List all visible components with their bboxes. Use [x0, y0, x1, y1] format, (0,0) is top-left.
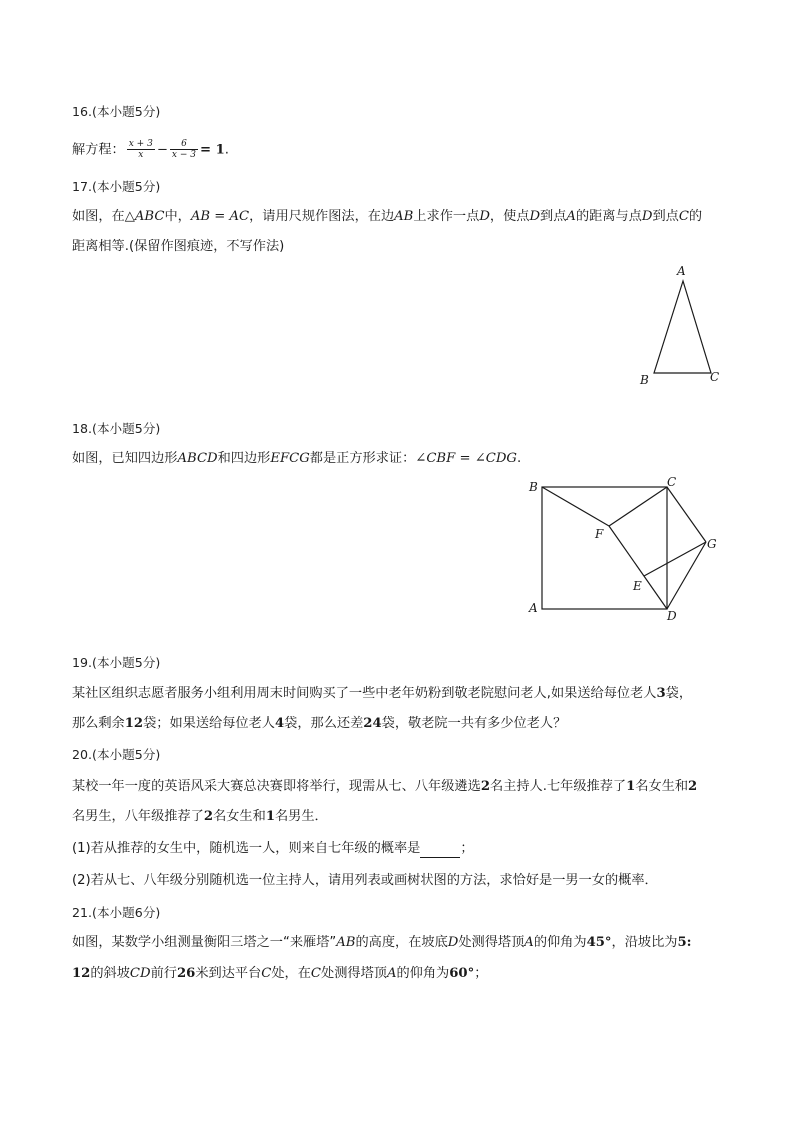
- text-run: 的距离与点: [575, 209, 642, 224]
- q18-header: 18.(本小题5分): [72, 421, 161, 436]
- segment-cg: [667, 487, 706, 542]
- q19-line-1: [72, 685, 692, 703]
- q18-line-1: [72, 450, 521, 468]
- q19-header: 19.(本小题5分): [72, 655, 161, 670]
- q20-line-1: [72, 778, 697, 796]
- label-e: E: [633, 579, 642, 593]
- math-run: 1: [265, 809, 275, 824]
- text-run: 名男生．: [275, 809, 328, 824]
- label-g: G: [707, 537, 717, 551]
- math-run: ∠CBF = ∠CDG: [415, 451, 517, 466]
- text-run: 袋，: [665, 686, 693, 701]
- text-run: 某校一年一度的英语风采大赛总决赛即将举行，现需从七、八年级遴选: [72, 779, 481, 794]
- math-run: C: [678, 209, 689, 224]
- q16-end: .: [224, 142, 229, 158]
- label-b: B: [640, 373, 649, 387]
- q21-line-1: [72, 934, 692, 952]
- text-run: 处，在: [271, 966, 311, 981]
- math-run: D: [529, 209, 541, 224]
- math-run: A: [566, 209, 576, 224]
- text-run: 的: [688, 209, 703, 224]
- text-run: 如图，在: [72, 209, 125, 224]
- q21-line-2: [72, 965, 487, 983]
- text-run: ，沿坡比为: [611, 935, 678, 950]
- text-run: .: [516, 451, 522, 466]
- math-run: 4: [274, 716, 285, 731]
- text-run: ，请用尺规作图法，在边: [249, 209, 395, 224]
- q21-header: 21.(本小题6分): [72, 905, 161, 920]
- q20-part-1-end: ；: [460, 841, 474, 856]
- text-run: 前行: [150, 966, 177, 981]
- text-run: 名女生和: [635, 779, 689, 794]
- label-f: F: [595, 527, 604, 541]
- square-abcd: [542, 487, 667, 609]
- math-run: ABCD: [177, 451, 218, 466]
- math-run: A: [386, 966, 397, 981]
- q20-part-1-text: (1)若从推荐的女生中，随机选一人，则来自七年级的概率是: [72, 841, 421, 856]
- text-run: 名主持人.七年级推荐了: [490, 779, 627, 794]
- q17-header: 17.(本小题5分): [72, 179, 161, 194]
- segment-fc: [609, 487, 667, 526]
- math-run: 2: [203, 809, 214, 824]
- triangle-abc: [654, 281, 711, 373]
- math-run: 45°: [586, 935, 612, 950]
- text-run: 到点: [652, 209, 679, 224]
- text-run: 的高度，在坡底: [355, 935, 448, 950]
- q16-prefix: 解方程：: [72, 142, 125, 158]
- text-run: ；: [474, 966, 488, 981]
- math-run: 5:: [677, 935, 692, 950]
- label-d: D: [667, 609, 677, 623]
- math-run: AB: [394, 209, 414, 224]
- math-run: C: [310, 966, 322, 981]
- text-run: 名女生和: [213, 809, 266, 824]
- math-run: D: [641, 209, 653, 224]
- text-run: 某社区组织志愿者服务小组利用周末时间购买了一些中老年奶粉到敬老院慰问老人,如果送给每位老人: [72, 686, 657, 701]
- q20-line-2: [72, 808, 328, 826]
- math-run: △ABC: [124, 209, 165, 224]
- q20-header: 20.(本小题5分): [72, 747, 161, 762]
- label-c: C: [710, 370, 720, 384]
- math-run: C: [261, 966, 272, 981]
- q17-line-2: 距离相等.(保留作图痕迹，不写作法): [72, 239, 285, 254]
- q17-line-1: [72, 208, 702, 226]
- q16-equals: = 1: [199, 142, 225, 158]
- text-run: 和四边形: [217, 451, 271, 466]
- segment-bf: [542, 487, 609, 526]
- text-run: 的仰角为: [396, 966, 450, 981]
- math-run: 3: [656, 686, 666, 701]
- text-run: 处测得塔顶: [321, 966, 387, 981]
- math-run: 12: [72, 966, 91, 981]
- label-c: C: [667, 475, 677, 489]
- q20-part-1: [72, 840, 474, 858]
- text-run: 袋；如果送给每位老人: [143, 716, 275, 731]
- label-a: A: [677, 264, 686, 278]
- q16-minus: −: [156, 142, 168, 158]
- math-run: 60°: [449, 966, 475, 981]
- math-run: D: [447, 935, 459, 950]
- q16-header: 16.(本小题5分): [72, 104, 161, 119]
- q18-squares-figure: [520, 470, 730, 625]
- label-a: A: [529, 601, 538, 615]
- math-run: CD: [129, 966, 151, 981]
- math-run: 24: [363, 716, 382, 731]
- math-run: 12: [124, 716, 144, 731]
- text-run: 袋，敬老院一共有多少位老人？: [381, 716, 567, 731]
- text-run: 那么剩余: [72, 716, 125, 731]
- text-run: 上求作一点: [413, 209, 480, 224]
- answer-blank: [420, 844, 460, 858]
- q16-fraction-1: $\frac{x + 3}{x}$: [128, 139, 153, 160]
- q19-line-2: [72, 715, 566, 733]
- text-run: 如图，已知四边形: [72, 451, 178, 466]
- text-run: 中，: [164, 209, 191, 224]
- q16-equation-line: [72, 139, 229, 160]
- math-run: AB: [336, 935, 356, 950]
- text-run: 米到达平台: [195, 966, 262, 981]
- math-run: 2: [688, 779, 698, 794]
- math-run: AB = AC: [190, 209, 250, 224]
- text-run: ，使点: [489, 209, 530, 224]
- q17-triangle-figure: [630, 258, 730, 388]
- text-run: 如图，某数学小组测量衡阳三塔之一“来雁塔”: [72, 935, 337, 950]
- text-run: 到点: [540, 209, 567, 224]
- text-run: 名男生，八年级推荐了: [72, 809, 204, 824]
- text-run: 都是正方形求证：: [309, 451, 416, 466]
- text-run: 的斜坡: [90, 966, 130, 981]
- math-run: D: [479, 209, 490, 224]
- q16-fraction-2: $\frac{6}{x - 3}$: [171, 139, 196, 160]
- math-run: 1: [626, 779, 636, 794]
- text-run: 的仰角为: [533, 935, 587, 950]
- text-run: 处测得塔顶: [458, 935, 525, 950]
- math-run: 2: [480, 779, 490, 794]
- label-b: B: [529, 480, 538, 494]
- math-run: 26: [176, 966, 196, 981]
- text-run: 袋，那么还差: [284, 716, 364, 731]
- q20-part-2: (2)若从七、八年级分别随机选一位主持人，请用列表或画树状图的方法，求恰好是一男一女的概率．: [72, 873, 658, 888]
- math-run: A: [524, 935, 534, 950]
- math-run: EFCG: [270, 451, 310, 466]
